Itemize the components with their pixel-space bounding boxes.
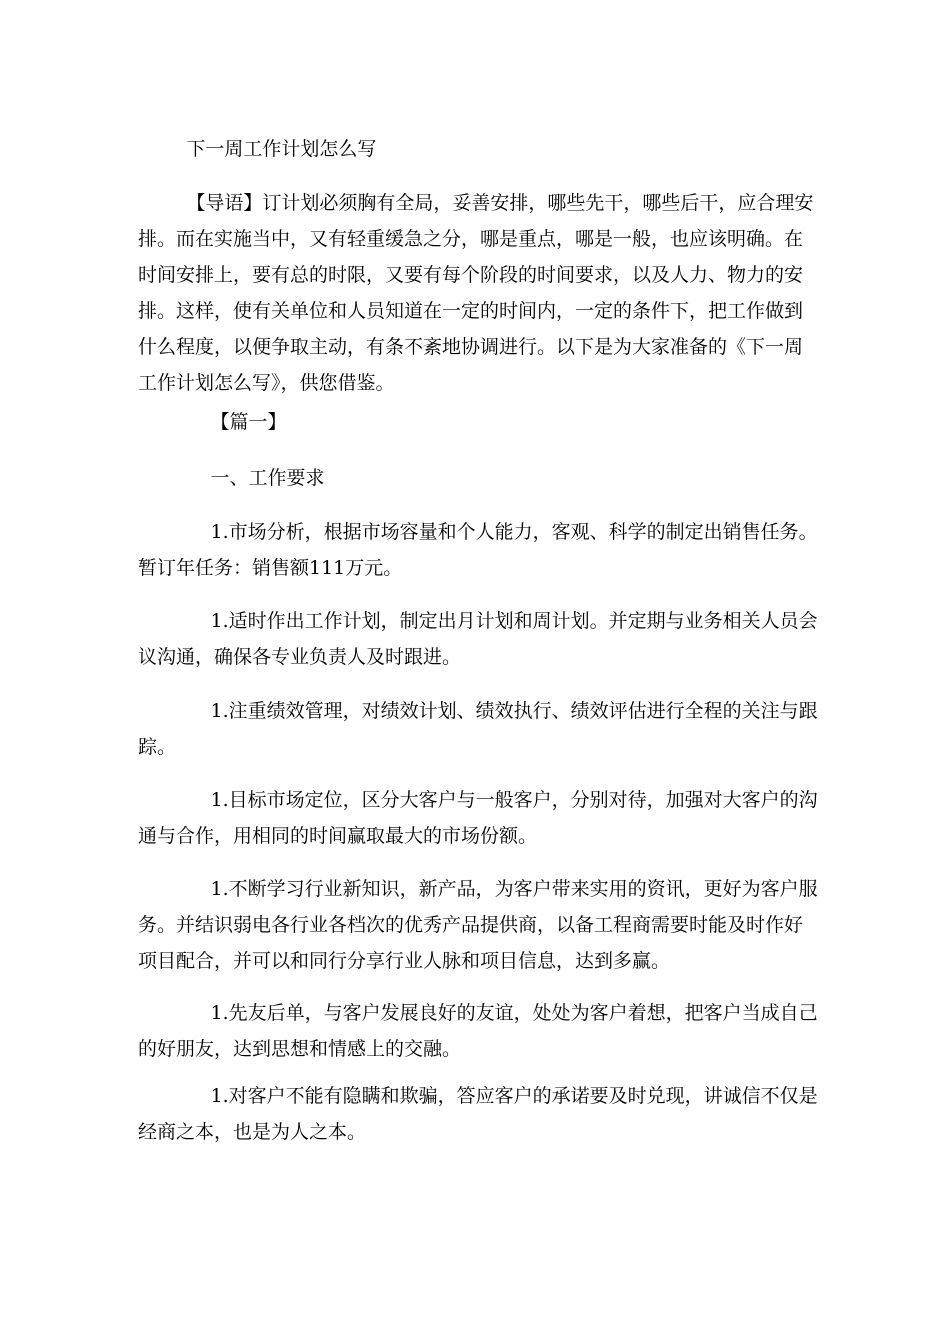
list-item: 1.目标市场定位，区分大客户与一般客户，分别对待，加强对大客户的沟通与合作，用相同的时间赢取最大的市场份额。 xyxy=(138,789,818,847)
list-item: 1.对客户不能有隐瞒和欺骗，答应客户的承诺要及时兑现，讲诚信不仅是经商之本，也是为人之本。 xyxy=(138,1085,818,1143)
document-title: 下一周工作计划怎么写 xyxy=(138,138,377,160)
list-item: 1.市场分析，根据市场容量和个人能力，客观、科学的制定出销售任务。暂订年任务：销售额111万元。 xyxy=(138,521,818,579)
list-item: 1.不断学习行业新知识，新产品，为客户带来实用的资讯，更好为客户服务。并结识弱电各行业各档次的优秀产品提供商，以备工程商需要时能及时作好项目配合，并可以和同行分享行业人脉和项目信息，达到多赢。 xyxy=(138,878,818,972)
subsection-heading: 一、工作要求 xyxy=(138,467,325,489)
list-item: 1.适时作出工作计划，制定出月计划和周计划。并定期与业务相关人员会议沟通，确保各专业负责人及时跟进。 xyxy=(138,610,818,668)
list-item: 1.先友后单，与客户发展良好的友谊，处处为客户着想，把客户当成自己的好朋友，达到思想和情感上的交融。 xyxy=(138,1002,818,1060)
list-item: 1.注重绩效管理，对绩效计划、绩效执行、绩效评估进行全程的关注与跟踪。 xyxy=(138,700,818,758)
section-heading: 【篇一】 xyxy=(138,411,287,433)
intro-paragraph: 【导语】订计划必须胸有全局，妥善安排，哪些先干，哪些后干，应合理安排。而在实施当中，又有轻重缓急之分，哪是重点，哪是一般，也应该明确。在时间安排上，要有总的时限，又要有每个阶段的时间要求，以及人力、物力的安排。这样，使有关单位和人员知道在一定的时间内，一定的条件下，把工作做到什么程度，以便争取主动，有条不紊地协调进行。以下是为大家准备的《下一周工作计划怎么写》，供您借鉴。 xyxy=(138,192,814,394)
